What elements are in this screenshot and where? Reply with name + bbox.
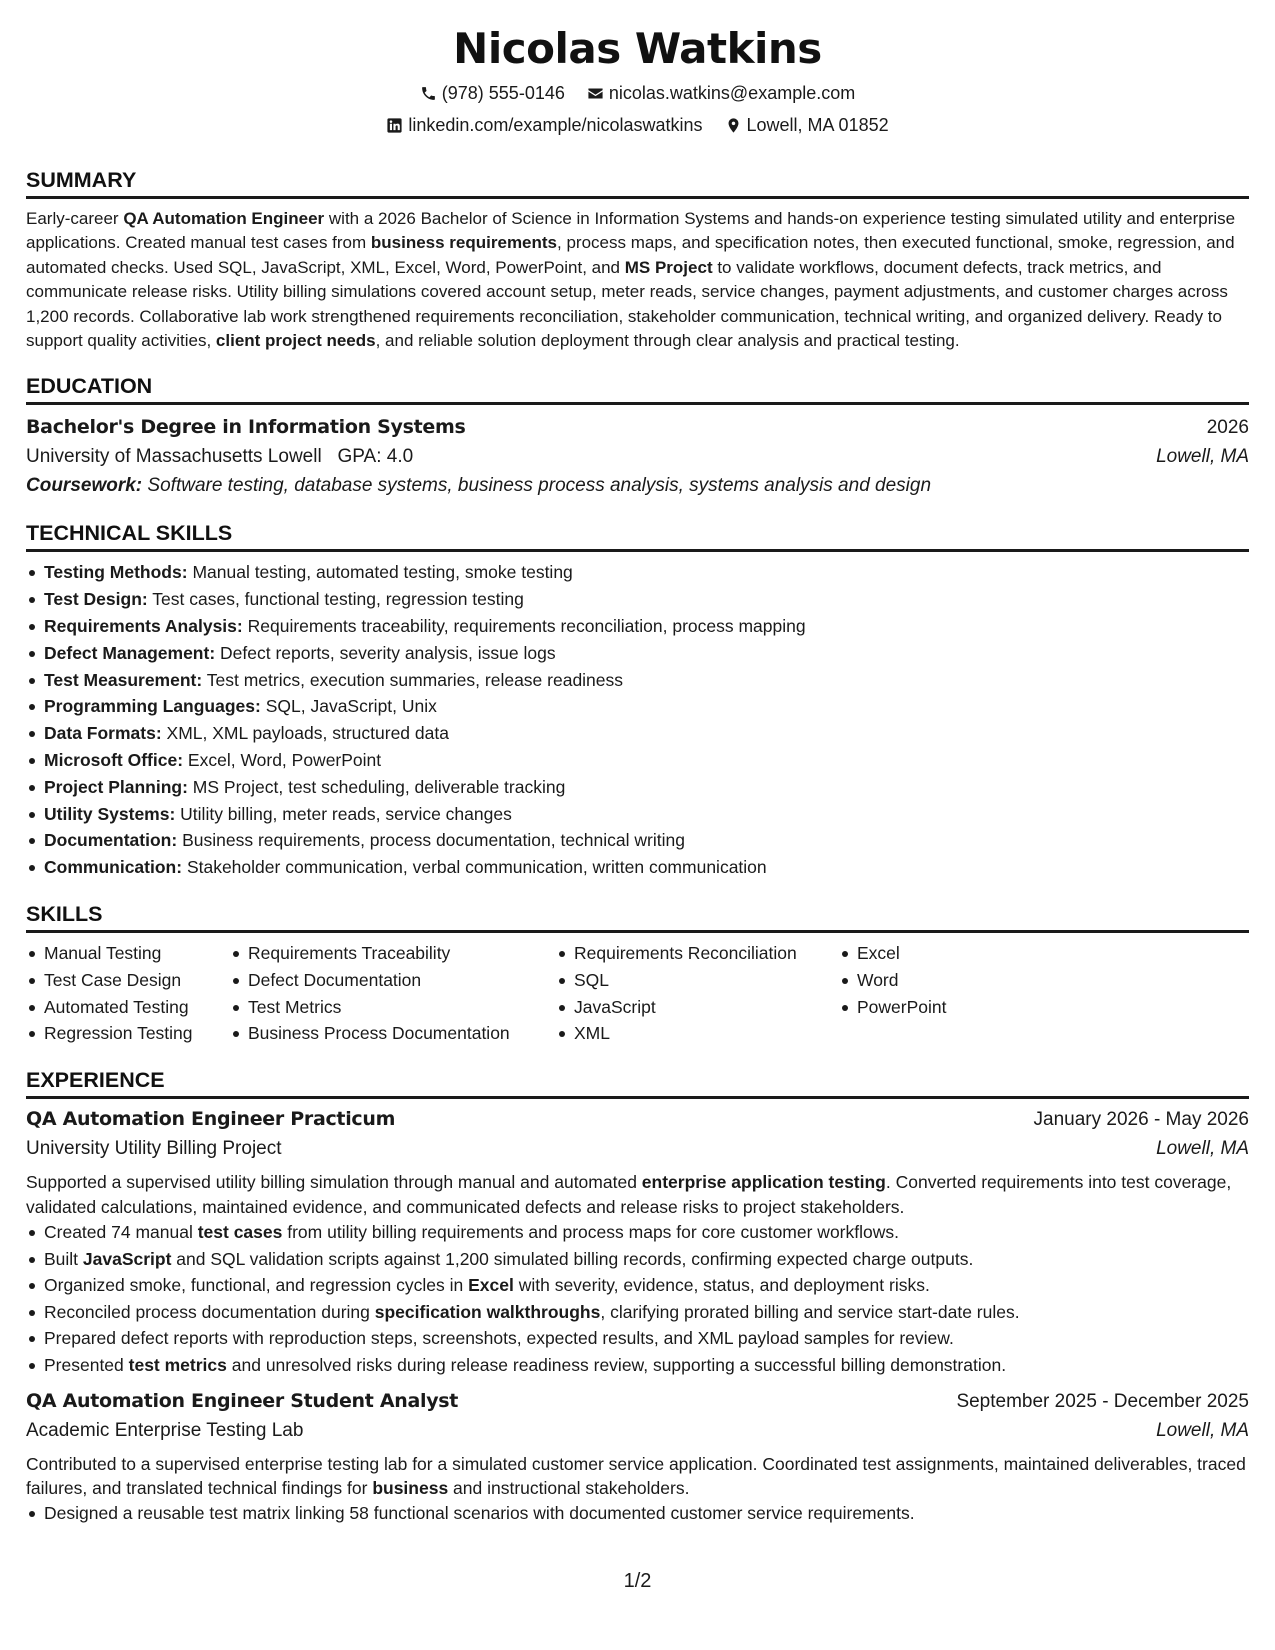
skill-item: Regression Testing: [26, 1020, 230, 1047]
job-desc-keyword: business: [372, 1477, 449, 1498]
bullet-text: Reconciled process documentation during: [44, 1301, 375, 1322]
map-pin-icon: [725, 117, 742, 134]
summary-keyword: MS Project: [624, 257, 713, 277]
summary-keyword: QA Automation Engineer: [123, 209, 325, 228]
school-line: [26, 442, 413, 471]
contact-linkedin[interactable]: [386, 113, 702, 137]
job-bullets: [26, 1500, 1249, 1527]
skill-category: Test Design:: [44, 589, 148, 610]
bullet-keyword: test cases: [197, 1222, 283, 1242]
job-header-row: [26, 1105, 1249, 1134]
bullet-text: Designed a reusable test matrix linking 58 functional scenarios with documented customer service requirements.: [44, 1503, 915, 1524]
linkedin-icon: [386, 117, 403, 134]
job-desc-segment: . Converted requirements into test coverage, validated calculations, maintained evidence, and communicated defects and release risks to project stakeholders.: [26, 1172, 1232, 1217]
summary-segment: with a 2026 Bachelor of Science in Information Systems and hands-on experience testing simulated utility and enterprise applications. Created manual test cases from: [26, 209, 1236, 253]
school-name: University of Massachusetts Lowell: [26, 446, 322, 468]
coursework-list: Software testing, database systems, business process analysis, systems analysis and design: [147, 475, 932, 497]
skill-item: PowerPoint: [839, 994, 947, 1021]
job-bullets: [26, 1219, 1249, 1379]
technical-skill-item: [26, 613, 1249, 640]
technical-skill-item: [26, 667, 1249, 694]
skills-grid: [26, 940, 1249, 1047]
job-dates: January 2026 - May 2026: [1033, 1109, 1249, 1131]
skill-values: Business requirements, process documentation, technical writing: [182, 830, 685, 851]
bullet-keyword: test metrics: [128, 1354, 227, 1375]
summary-keyword: business requirements: [370, 233, 558, 253]
technical-skill-item: [26, 774, 1249, 801]
coursework-line: [26, 471, 1249, 500]
linkedin-url[interactable]: linkedin.com/example/nicolaswatkins: [408, 115, 703, 135]
skill-item: Excel: [839, 940, 947, 967]
summary-text: [26, 207, 1249, 353]
summary-segment: to validate workflows, document defects, track metrics, and communicate release risks. Utility billing simulations covered account setup, meter reads, service changes, payment adjustments, and customer charges across 1,200 records. Collaborative lab work strengthened requirements reconciliation, stakeholder communication, technical writing, and organized delivery. Ready to support quality activities,: [26, 257, 1228, 351]
job-bullet: [26, 1325, 1249, 1352]
summary-segment: , and reliable solution deployment through clear analysis and practical testing.: [375, 331, 960, 351]
job-company: Academic Enterprise Testing Lab: [26, 1419, 304, 1441]
education-entry: [26, 413, 1249, 500]
section-title-education: EDUCATION: [26, 373, 1249, 405]
skill-item: Requirements Traceability: [230, 940, 556, 967]
job-description: [26, 1170, 1249, 1219]
job-desc-segment: and instructional stakeholders.: [448, 1477, 690, 1498]
job-location: Lowell, MA: [1156, 1419, 1249, 1441]
skills-column-3: [556, 940, 839, 1047]
contact-email[interactable]: [587, 81, 855, 105]
skill-category: Project Planning:: [44, 776, 188, 797]
email-address[interactable]: nicolas.watkins@example.com: [608, 83, 856, 103]
bullet-text: from utility billing requirements and process maps for core customer workflows.: [282, 1222, 899, 1242]
job-desc-segment: Contributed to a supervised enterprise testing lab for a simulated customer service application. Coordinated test assignments, maintained deliverables, traced failures, and translated technical findings for: [26, 1453, 1246, 1498]
skill-category: Microsoft Office:: [44, 750, 184, 771]
skill-item: Requirements Reconciliation: [556, 940, 839, 967]
skill-values: MS Project, test scheduling, deliverable tracking: [192, 776, 566, 797]
job-title: QA Automation Engineer Student Analyst: [26, 1389, 459, 1412]
job-dates: September 2025 - December 2025: [956, 1390, 1249, 1412]
phone-number: (978) 555-0146: [441, 83, 565, 103]
technical-skill-item: [26, 720, 1249, 747]
skill-values: SQL, JavaScript, Unix: [265, 696, 437, 717]
job-bullet: [26, 1352, 1249, 1379]
section-title-summary: SUMMARY: [26, 167, 1249, 199]
skill-values: Defect reports, severity analysis, issue logs: [220, 642, 556, 663]
candidate-name: Nicolas Watkins: [453, 24, 822, 73]
contact-row-2: [26, 113, 1249, 137]
skill-item: SQL: [556, 967, 839, 994]
technical-skill-item: [26, 586, 1249, 613]
technical-skill-item: [26, 827, 1249, 854]
skill-item: Word: [839, 967, 947, 994]
job-description: [26, 1452, 1249, 1501]
job-bullet: [26, 1299, 1249, 1326]
skill-item: Defect Documentation: [230, 967, 556, 994]
skill-category: Test Measurement:: [44, 669, 203, 690]
skills-column-1: [26, 940, 230, 1047]
technical-skill-item: [26, 693, 1249, 720]
section-title-skills: SKILLS: [26, 901, 1249, 933]
skill-item: JavaScript: [556, 994, 839, 1021]
bullet-text: with severity, evidence, status, and deployment risks.: [513, 1275, 930, 1296]
bullet-text: Built: [44, 1248, 83, 1269]
skill-item: Manual Testing: [26, 940, 230, 967]
technical-skill-item: [26, 640, 1249, 667]
envelope-icon: [587, 85, 604, 102]
skill-values: Test metrics, execution summaries, release readiness: [206, 669, 624, 690]
summary-segment: , process maps, and specification notes, then executed functional, smoke, regression, and automated checks. Used SQL, JavaScript, XML, Excel, Word, PowerPoint, and: [26, 233, 1235, 277]
job-bullet: [26, 1500, 1249, 1527]
job-bullet: [26, 1272, 1249, 1299]
experience-entry: [26, 1387, 1249, 1527]
bullet-text: Organized smoke, functional, and regression cycles in: [44, 1275, 469, 1296]
skill-category: Data Formats:: [44, 723, 162, 744]
bullet-text: and unresolved risks during release readiness review, supporting a successful billing demonstration.: [226, 1354, 1007, 1375]
skills-column-2: [230, 940, 556, 1047]
contact-phone: [420, 81, 565, 105]
school-location: Lowell, MA: [1156, 446, 1249, 468]
job-company-row: [26, 1416, 1249, 1446]
skill-category: Requirements Analysis:: [44, 616, 243, 637]
skill-item: Test Case Design: [26, 967, 230, 994]
job-bullet: [26, 1246, 1249, 1273]
degree-title: Bachelor's Degree in Information Systems: [26, 416, 466, 439]
job-desc-keyword: enterprise application testing: [641, 1172, 886, 1193]
contact-location: [725, 113, 889, 137]
bullet-keyword: JavaScript: [82, 1248, 172, 1269]
job-company: University Utility Billing Project: [26, 1138, 282, 1160]
job-location: Lowell, MA: [1156, 1138, 1249, 1160]
education-header-row: [26, 413, 1249, 442]
skill-values: Requirements traceability, requirements reconciliation, process mapping: [247, 616, 806, 637]
skill-values: Utility billing, meter reads, service changes: [180, 803, 512, 824]
job-company-row: [26, 1134, 1249, 1164]
gpa: GPA: 4.0: [337, 446, 414, 468]
summary-segment: Early-career: [26, 209, 124, 228]
technical-skill-item: [26, 559, 1249, 586]
bullet-text: and SQL validation scripts against 1,200 simulated billing records, confirming expected charge outputs.: [171, 1248, 974, 1269]
technical-skill-item: [26, 854, 1249, 881]
bullet-text: Prepared defect reports with reproduction steps, screenshots, expected results, and XML payload samples for review.: [44, 1328, 954, 1349]
skill-values: Test cases, functional testing, regression testing: [152, 589, 524, 610]
skill-values: Manual testing, automated testing, smoke testing: [192, 562, 573, 583]
bullet-text: Presented: [44, 1354, 129, 1375]
skill-category: Programming Languages:: [44, 696, 261, 717]
coursework-label: Coursework:: [26, 475, 143, 497]
bullet-keyword: specification walkthroughs: [374, 1301, 601, 1322]
experience-entry: [26, 1105, 1249, 1378]
location-text: Lowell, MA 01852: [746, 115, 889, 135]
skill-category: Utility Systems:: [44, 803, 176, 824]
job-header-row: [26, 1387, 1249, 1416]
job-title: QA Automation Engineer Practicum: [26, 1108, 396, 1131]
skill-values: XML, XML payloads, structured data: [166, 723, 449, 744]
skill-category: Testing Methods:: [44, 562, 188, 583]
bullet-text: Created 74 manual: [44, 1222, 198, 1242]
skill-item: Business Process Documentation: [230, 1020, 556, 1047]
contact-row-1: [26, 81, 1249, 105]
skill-values: Excel, Word, PowerPoint: [187, 750, 382, 771]
summary-keyword: client project needs: [215, 331, 376, 351]
bullet-text: , clarifying prorated billing and service start-date rules.: [600, 1301, 1020, 1322]
technical-skill-item: [26, 801, 1249, 828]
skills-column-4: [839, 940, 947, 1047]
job-desc-segment: Supported a supervised utility billing simulation through manual and automated: [26, 1172, 642, 1193]
page-number: 1/2: [623, 1570, 652, 1592]
skill-item: Automated Testing: [26, 994, 230, 1021]
job-bullet: [26, 1219, 1249, 1246]
education-school-row: [26, 442, 1249, 471]
section-title-technical-skills: TECHNICAL SKILLS: [26, 520, 1249, 552]
skill-item: XML: [556, 1020, 839, 1047]
skill-item: Test Metrics: [230, 994, 556, 1021]
technical-skill-item: [26, 747, 1249, 774]
phone-icon: [420, 85, 437, 102]
technical-skills-list: [26, 559, 1249, 881]
skill-category: Documentation:: [44, 830, 178, 851]
skill-category: Defect Management:: [44, 642, 216, 663]
bullet-keyword: Excel: [468, 1275, 514, 1296]
skill-category: Communication:: [44, 857, 183, 878]
skill-values: Stakeholder communication, verbal communication, written communication: [186, 857, 767, 878]
degree-date: 2026: [1206, 417, 1249, 439]
section-title-experience: EXPERIENCE: [26, 1067, 1249, 1099]
